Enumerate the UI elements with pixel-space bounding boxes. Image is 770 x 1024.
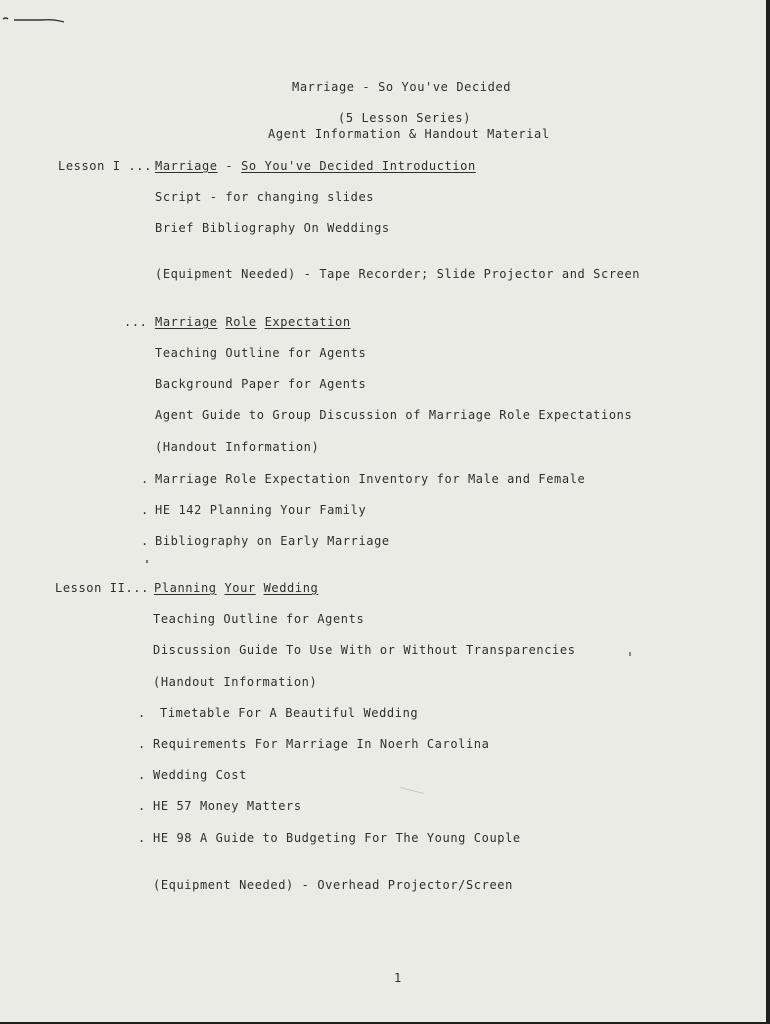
lesson-1b-label: ... [124,315,148,329]
stray-mark [629,652,631,656]
page-number: 1 [394,971,402,985]
lesson-2-heading [154,581,318,595]
scan-edge-right [766,0,770,1024]
document-subtitle: Agent Information & Handout Material [268,127,550,141]
handout-bullet: . [141,534,149,548]
lesson-2-item: Teaching Outline for Agents [153,612,365,626]
lesson-1-equipment: (Equipment Needed) - Tape Recorder; Slide Projector and Screen [155,267,641,281]
lesson-2-label: Lesson II... [55,581,149,595]
stray-mark [400,787,424,794]
lesson-1-heading-dash: - [217,159,242,173]
lesson-1-heading [155,159,476,173]
lesson-1b-item: (Handout Information) [155,440,320,454]
handout-bullet: . [138,768,146,782]
lesson-1b-item: Teaching Outline for Agents [155,346,367,360]
lesson-1b-heading [155,315,351,329]
lesson-2-handout: HE 98 A Guide to Budgeting For The Young Couple [153,831,521,845]
pencil-mark [2,14,66,24]
lesson-2-handout: Requirements For Marriage In Noerh Carolina [153,737,490,751]
lesson-2-item: Discussion Guide To Use With or Without Transparencies [153,643,576,657]
lesson-1b-item: Agent Guide to Group Discussion of Marriage Role Expectations [155,408,633,422]
lesson-1b-heading-part: Role [225,315,257,329]
lesson-1b-heading-part: Marriage [155,315,218,329]
lesson-1-item: Brief Bibliography On Weddings [155,221,390,235]
lesson-2-heading-part: Your [224,581,256,595]
lesson-1b-handout: HE 142 Planning Your Family [155,503,367,517]
lesson-2-handout: Wedding Cost [153,768,247,782]
lesson-1b-heading-part: Expectation [264,315,351,329]
lesson-1-heading-part: Marriage [155,159,218,173]
lesson-1-label: Lesson I ... [58,159,152,173]
lesson-2-handout: HE 57 Money Matters [153,799,302,813]
lesson-2-handout: Timetable For A Beautiful Wedding [160,706,419,720]
handout-bullet: . [141,472,149,486]
handout-bullet: . [141,503,149,517]
stray-mark [146,560,148,563]
document-series: (5 Lesson Series) [338,111,472,125]
lesson-1-item: Script - for changing slides [155,190,375,204]
handout-bullet: . [138,799,146,813]
lesson-1b-item: Background Paper for Agents [155,377,367,391]
document-title: Marriage - So You've Decided [292,80,512,94]
lesson-2-equipment: (Equipment Needed) - Overhead Projector/Screen [153,878,513,892]
handout-bullet: . [138,737,146,751]
lesson-2-heading-part: Wedding [263,581,319,595]
lesson-1b-handout: Marriage Role Expectation Inventory for Male and Female [155,472,586,486]
lesson-1b-handout: Bibliography on Early Marriage [155,534,390,548]
handout-bullet: . [138,831,146,845]
lesson-2-item: (Handout Information) [153,675,318,689]
lesson-2-heading-part: Planning [154,581,217,595]
handout-bullet: . [138,706,146,720]
lesson-1-heading-part: So You've Decided Introduction [241,159,476,173]
